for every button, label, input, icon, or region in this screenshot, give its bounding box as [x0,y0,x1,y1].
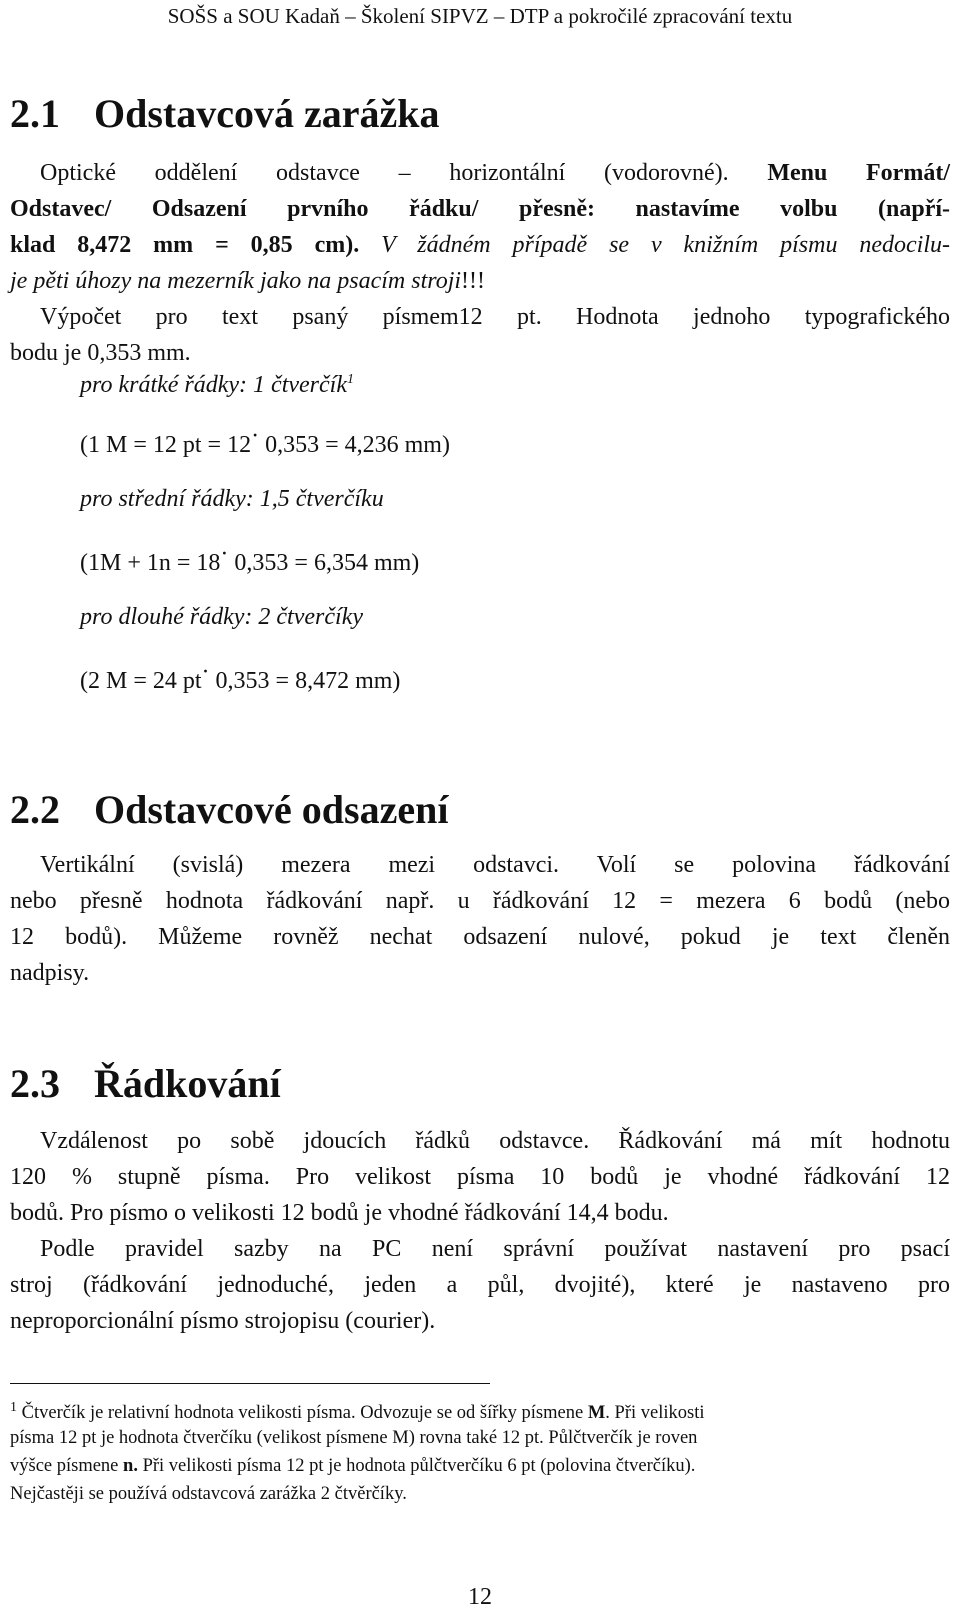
paragraph-line: 120 % stupně písma. Pro velikost písma 10 bodů je vhodné řádkování 12 [10,1164,950,1190]
paragraph-line: je pěti úhozy na mezerník jako na psacím stroji!!! [10,268,486,294]
paragraph-line: Vzdálenost po sobě jdoucích řádků odstavce. Řádkování má mít hodnotu [40,1128,950,1154]
section-title: Odstavcová zarážka [94,91,440,136]
paragraph-line: stroj (řádkování jednoduché, jeden a půl, dvojité), které je nastaveno pro [10,1272,950,1298]
paragraph-line: bodů. Pro písmo o velikosti 12 bodů je vhodné řádkování 14,4 bodu. [10,1200,669,1226]
mid-lines-label: pro střední řádky: 1,5 čtverčíku [80,486,384,512]
section-heading-2-3 [10,1060,281,1107]
section-number: 2.2 [10,787,60,832]
footnote-separator [10,1383,490,1384]
paragraph-line: Optické oddělení odstavce – horizontální (vodorovné). Menu Formát/ [40,160,950,186]
calculation-line: (2 M = 24 pt· 0,353 = 8,472 mm) [80,659,401,694]
section-heading-2-1 [10,90,440,137]
page-number: 12 [468,1584,492,1610]
running-header: SOŠS a SOU Kadaň – Školení SIPVZ – DTP a pokročilé zpracování textu [167,4,793,28]
footnote-reference: 1 [347,372,354,387]
calculation-line: (1 M = 12 pt = 12· 0,353 = 4,236 mm) [80,423,450,458]
multiplication-dot: · [251,423,260,449]
paragraph-line: klad 8,472 mm = 0,85 cm). V žádném případě se v knižním písmu nedocilu- [10,232,950,258]
calculation-line: (1M + 1n = 18· 0,353 = 6,354 mm) [80,541,420,576]
section-title: Řádkování [94,1061,281,1106]
paragraph-line: Výpočet pro text psaný písmem12 pt. Hodnota jednoho typografického [40,304,950,330]
paragraph-line: bodu je 0,353 mm. [10,340,191,366]
paragraph-line: nadpisy. [10,960,90,986]
paragraph-line: Podle pravidel sazby na PC není správní používat nastavení pro psací [40,1236,950,1262]
paragraph-line: nebo přesně hodnota řádkování např. u řádkování 12 = mezera 6 bodů (nebo [10,888,950,914]
paragraph-line: 12 bodů). Můžeme rovněž nechat odsazení nulové, pokud je text členěn [10,924,950,950]
section-heading-2-2 [10,786,448,833]
footnote-line: Nejčastěji se používá odstavcová zarážka 2 čtvěrčíky. [10,1484,407,1504]
section-number: 2.1 [10,91,60,136]
multiplication-dot: · [220,541,229,567]
footnote-mark: 1 [10,1400,17,1415]
short-lines-label: pro krátké řádky: 1 čtverčík$^1$ [80,372,354,398]
footnote-line: písma 12 pt je hodnota čtverčíku (velikost písmene M) rovna také 12 pt. Půlčtverčík je roven [10,1428,698,1448]
multiplication-dot: · [201,659,210,685]
section-number: 2.3 [10,1061,60,1106]
long-lines-label: pro dlouhé řádky: 2 čtverčíky [80,604,363,630]
paragraph-line: Odstavec/ Odsazení prvního řádku/ přesně: nastavíme volbu (napří- [10,196,950,222]
paragraph-line: Vertikální (svislá) mezera mezi odstavci. Volí se polovina řádkování [40,852,950,878]
menu-path-text: Menu Formát/ [767,160,950,186]
footnote-line: výšce písmene n. Při velikosti písma 12 pt je hodnota půlčtverčíku 6 pt (polovina čtverčíku). [10,1456,696,1476]
section-title: Odstavcové odsazení [94,787,449,832]
paragraph-line: neproporcionální písmo strojopisu (courier). [10,1308,436,1334]
footnote-line: $^1$ Čtverčík je relativní hodnota velikosti písma. Odvozuje se od šířky písmene M. Při velikosti [10,1400,705,1424]
